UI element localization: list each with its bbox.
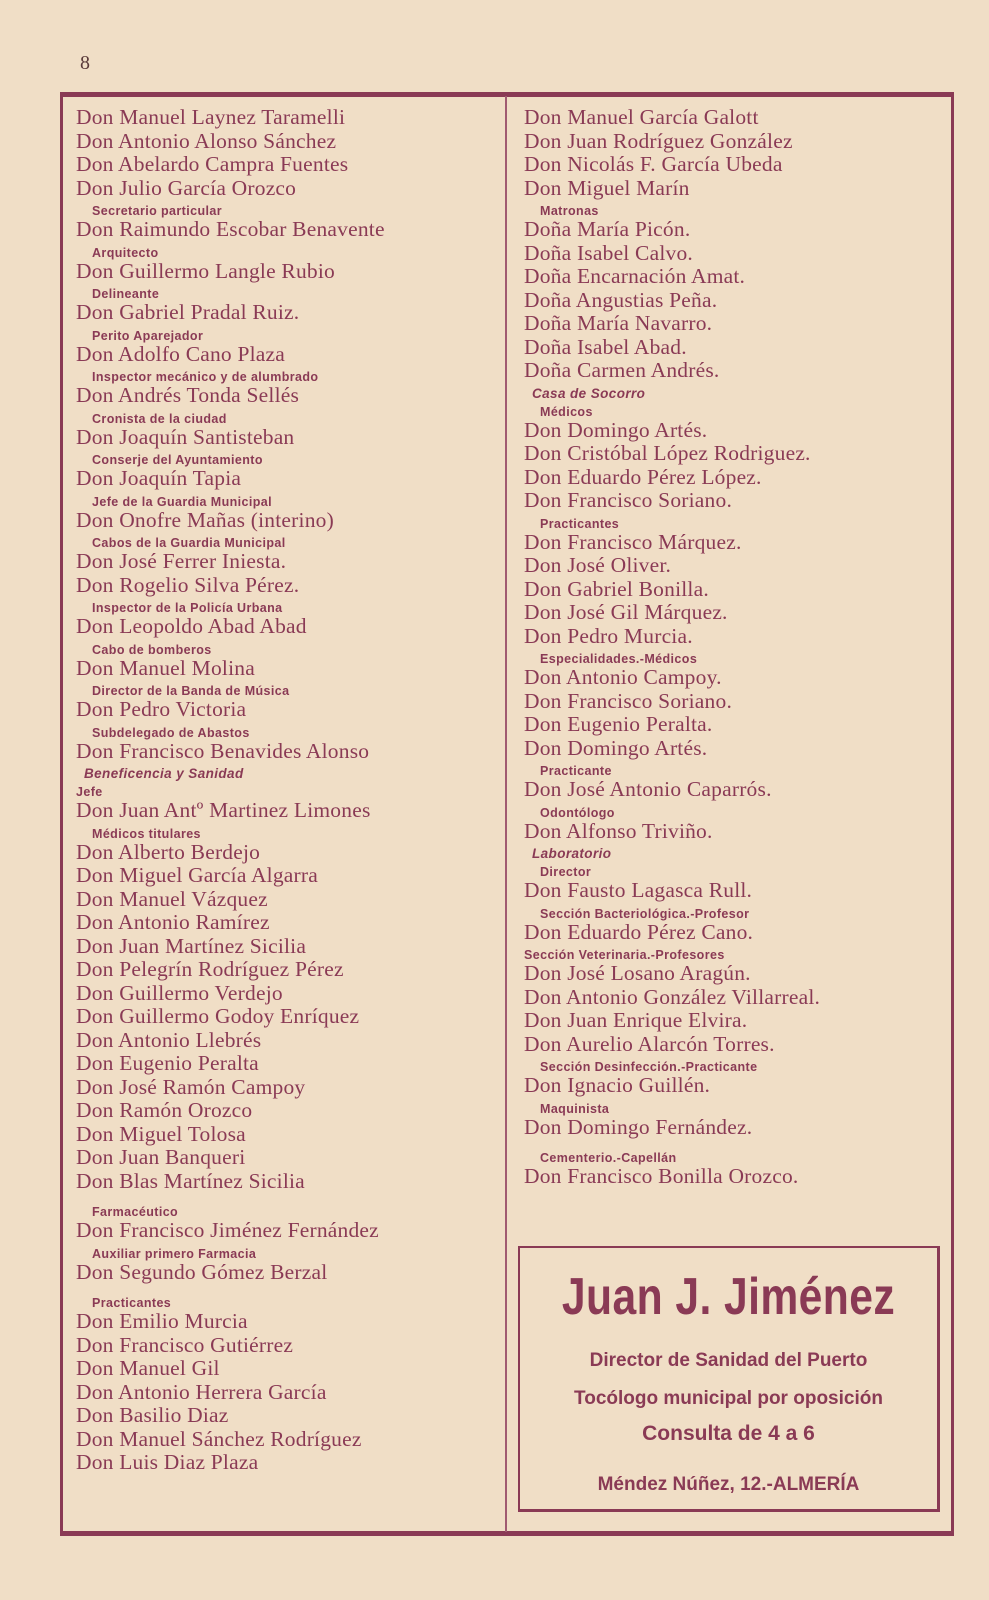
section-heading: Laboratorio [532,846,612,861]
staff-name: Don Juan Banqueri [76,1145,246,1169]
staff-name: Don Leopoldo Abad Abad [76,614,307,638]
ad-title: Director de Sanidad del Puerto [589,1350,868,1371]
staff-name: Don Guillermo Godoy Enríquez [76,1004,360,1028]
staff-name: Don Domingo Artés. [524,417,708,442]
staff-name: Don Miguel García Algarra [76,863,319,887]
staff-name: Don José Antonio Caparrós. [524,777,772,801]
page-number: 8 [80,52,90,74]
staff-name: Don Raimundo Escobar Benavente [76,217,385,241]
staff-name: Doña Carmen Andrés. [524,358,720,382]
staff-name: Don Antonio Ramírez [76,910,270,934]
section-heading: Practicantes [540,516,620,531]
advertisement-box [518,1246,940,1512]
staff-name: Don Abelardo Campra Fuentes [76,152,349,176]
column-divider [505,96,507,1532]
section-heading: Cabo de bomberos [92,642,212,657]
staff-name: Don Manuel García Galott [524,105,759,129]
staff-name: Don Luis Diaz Plaza [76,1450,259,1474]
staff-name: Don Emilio Murcia [76,1309,248,1333]
staff-name: Don Manuel Vázquez [76,886,268,911]
staff-name: Don Eduardo Pérez Cano. [524,919,754,944]
section-heading: Cronista de la ciudad [92,411,227,426]
section-heading: Secretario particular [92,204,222,218]
staff-name: Don Antonio Alonso Sánchez [76,128,337,153]
staff-name: Don José Ramón Campoy [76,1074,306,1099]
staff-name: Don Juan Martínez Sicilia [76,933,307,958]
section-heading: Arquitecto [92,245,159,260]
staff-name: Don Ramón Orozco [76,1098,253,1122]
staff-name: Doña Angustias Peña. [524,287,718,312]
section-heading: Director [540,865,592,879]
staff-name: Don Aurelio Alarcón Torres. [524,1031,775,1056]
staff-name: Don Manuel Sánchez Rodríguez [76,1426,362,1451]
section-heading: Médicos [540,404,593,419]
staff-name: Don Andrés Tonda Sellés [76,383,300,407]
staff-name: Don Antonio Herrera García [76,1379,327,1404]
staff-name: Don Manuel Gil [76,1356,220,1380]
section-heading: Cabos de la Guardia Municipal [92,536,286,550]
staff-name: Don Pedro Murcia. [524,623,693,648]
staff-name: Don Pedro Victoria [76,697,247,721]
section-heading: Sección Desinfección.-Practicante [540,1060,758,1074]
staff-name: Don José Losano Aragún. [524,961,751,985]
ad-name: Juan J. Jiménez [561,1268,896,1326]
staff-name: Don Gabriel Bonilla. [524,576,709,601]
staff-name: Doña María Navarro. [524,311,713,335]
staff-name: Doña Isabel Abad. [524,334,687,359]
section-heading: Delineante [92,287,160,301]
section-heading: Maquinista [540,1101,610,1116]
staff-name: Don Juan Rodríguez González [524,128,793,153]
section-heading: Farmacéutico [92,1205,179,1219]
left-column [76,106,496,1475]
section-heading: Odontólogo [540,805,615,820]
section-heading: Médicos titulares [92,826,201,841]
section-heading: Inspector mecánico y de alumbrado [92,370,319,384]
staff-name: Don Miguel Tolosa [76,1121,246,1146]
ad-address: Méndez Núñez, 12.-ALMERÍA [597,1474,860,1495]
staff-name: Don Domingo Artés. [524,735,708,760]
section-heading: Matronas [540,204,599,218]
section-heading: Practicante [540,764,612,778]
section-heading: Subdelegado de Abastos [92,725,250,740]
staff-name: Don Julio García Orozco [76,175,297,200]
staff-name: Don Fausto Lagasca Rull. [524,878,753,902]
staff-name: Doña Isabel Calvo. [524,240,693,265]
section-heading: Perito Aparejador [92,328,204,343]
staff-name: Don Cristóbal López Rodriguez. [524,441,811,465]
staff-name: Don Blas Martínez Sicilia [76,1168,305,1193]
staff-name: Don Eduardo Pérez López. [524,464,762,489]
section-heading: Cementerio.-Capellán [540,1151,677,1165]
section-heading: Casa de Socorro [532,385,646,401]
section-heading: Practicantes [92,1296,172,1310]
ad-subtitle: Tocólogo municipal por oposición [574,1388,883,1409]
staff-name: Don Pelegrín Rodríguez Pérez [76,957,344,981]
staff-name: Don Onofre Mañas (interino) [76,507,334,532]
staff-name: Don Domingo Fernández. [524,1114,753,1139]
staff-name: Don Francisco Soriano. [524,688,733,713]
staff-name: Doña Encarnación Amat. [524,264,746,288]
section-heading: Jefe [76,785,103,799]
staff-name: Don Francisco Jiménez Fernández [76,1218,379,1242]
staff-name: Don Joaquín Santisteban [76,424,295,449]
staff-name: Don José Gil Márquez. [524,600,728,624]
staff-name: Don Alfonso Triviño. [524,818,713,843]
staff-name: Don Francisco Gutiérrez [76,1332,294,1357]
section-heading: Inspector de la Policía Urbana [92,601,283,615]
staff-name: Don Gabriel Pradal Ruiz. [76,300,300,324]
staff-name: Don Ignacio Guillén. [524,1073,711,1097]
staff-name: Don Adolfo Cano Plaza [76,341,286,366]
staff-name: Don Manuel Laynez Taramelli [76,105,346,129]
staff-name: Don Eugenio Peralta [76,1051,259,1075]
staff-name: Don Francisco Bonilla Orozco. [524,1164,799,1188]
section-heading: Jefe de la Guardia Municipal [92,494,272,509]
staff-name: Don Joaquín Tapia [76,466,242,490]
staff-name: Don Alberto Berdejo [76,839,261,864]
staff-name: Don Antonio González Villarreal. [524,984,821,1009]
staff-name: Doña María Picón. [524,217,691,241]
section-heading: Director de la Banda de Música [92,684,290,698]
staff-name: Don José Oliver. [524,553,672,577]
right-column [524,106,944,1189]
staff-name: Don Manuel Molina [76,655,255,680]
staff-name: Don Nicolás F. García Ubeda [524,152,783,176]
staff-name: Don Antonio Campoy. [524,665,722,689]
staff-name: Don Eugenio Peralta. [524,712,713,736]
section-heading: Auxiliar primero Farmacia [92,1246,257,1261]
staff-name: Don Guillermo Langle Rubio [76,258,335,283]
staff-name: Don Juan Antº Martinez Limones [76,798,371,822]
section-heading: Conserje del Ayuntamiento [92,453,263,467]
ad-hours: Consulta de 4 a 6 [642,1422,815,1445]
staff-name: Don Segundo Gómez Berzal [76,1259,328,1284]
staff-name: Don Francisco Soriano. [524,488,733,512]
section-heading: Especialidades.-Médicos [540,652,698,666]
staff-name: Don Guillermo Verdejo [76,980,283,1005]
section-heading: Beneficencia y Sanidad [84,766,244,781]
staff-name: Don Francisco Márquez. [524,529,742,554]
staff-name: Don Francisco Benavides Alonso [76,738,370,763]
staff-name: Don Antonio Llebrés [76,1027,262,1052]
staff-name: Don Juan Enrique Elvira. [524,1008,748,1032]
staff-name: Don José Ferrer Iniesta. [76,549,287,573]
section-heading: Sección Veterinaria.-Profesores [524,948,725,962]
staff-name: Don Miguel Marín [524,175,690,200]
staff-name: Don Basilio Diaz [76,1403,229,1427]
staff-name: Don Rogelio Silva Pérez. [76,572,300,597]
section-heading: Sección Bacteriológica.-Profesor [540,906,750,921]
